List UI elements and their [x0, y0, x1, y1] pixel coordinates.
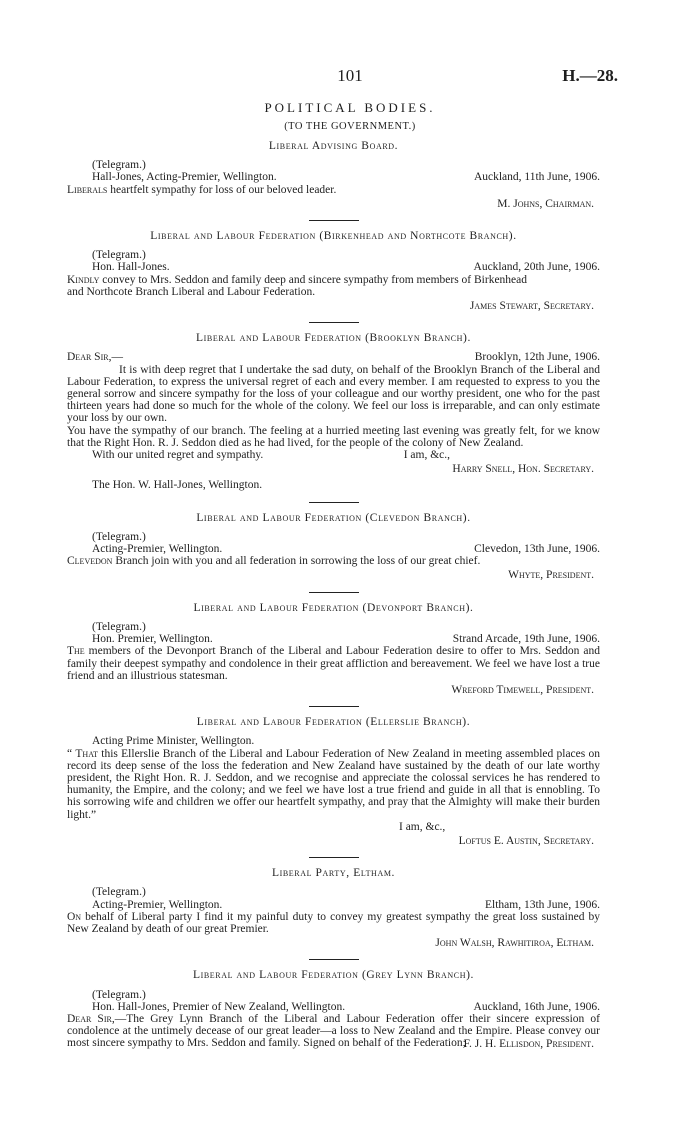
- addressee-line: [67, 899, 600, 911]
- telegram-label: (Telegram.): [92, 988, 146, 1001]
- document-reference: H.—28.: [562, 66, 618, 85]
- lead-word: Kindly: [67, 273, 100, 286]
- message-body: On behalf of Liberal party I find it my painful duty to convey my greatest sympathy the great loss sustained by New Zealand by death of our great Premier.: [67, 910, 600, 935]
- salutation: Dear Sir,—: [67, 351, 123, 364]
- section-divider: [309, 220, 359, 221]
- signature: Loftus E. Austin, Secretary.: [458, 834, 594, 847]
- section-clevedon-branch: [67, 512, 600, 582]
- section-divider: [309, 592, 359, 593]
- section-title: Liberal and Labour Federation (Birkenhead and Northcote Branch).: [150, 230, 517, 243]
- section-title: Liberal and Labour Federation (Ellerslie Branch).: [196, 716, 471, 729]
- letter-paragraph: You have the sympathy of our branch. The feeling at a hurried meeting last evening was greatly felt, for we know that the Right Hon. R. J. Seddon died as he had lived, for the people of the colony of New Zealand.: [67, 424, 600, 449]
- closing-right: I am, &c.,: [399, 820, 446, 833]
- message-body-cont: and Northcote Branch Liberal and Labour Federation.: [67, 285, 316, 298]
- place-date: Brooklyn, 12th June, 1906.: [474, 351, 600, 364]
- addressee-line: [67, 1001, 600, 1013]
- closing-left: With our united regret and sympathy.: [92, 449, 264, 462]
- section-liberal-advising-board: [67, 140, 600, 210]
- salutation-line: [67, 351, 600, 363]
- lead-word: Dear Sir,: [67, 1012, 115, 1025]
- lead-word: Liberals: [67, 183, 108, 196]
- addressee-line: [67, 633, 600, 645]
- section-divider: [309, 857, 359, 858]
- telegram-label: (Telegram.): [92, 249, 146, 262]
- addressee: Acting-Premier, Wellington.: [92, 543, 223, 556]
- section-liberal-party-eltham: [67, 867, 600, 949]
- page-title: POLITICAL BODIES.: [264, 100, 436, 115]
- place-date: Auckland, 11th June, 1906.: [473, 171, 600, 184]
- lead-word: On: [67, 910, 82, 923]
- addressee: Hon. Premier, Wellington.: [92, 633, 213, 646]
- section-grey-lynn-branch: [67, 969, 600, 1049]
- addressee-line: [67, 543, 600, 555]
- telegram-label: (Telegram.): [92, 530, 146, 543]
- section-title: Liberal Party, Eltham.: [271, 867, 396, 880]
- signature: F. J. H. Ellisdon, President.: [463, 1037, 594, 1050]
- section-title: Liberal and Labour Federation (Brooklyn Branch).: [196, 332, 471, 345]
- addressee: Acting-Premier, Wellington.: [92, 898, 223, 911]
- letter-paragraph: It is with deep regret that I undertake the sad duty, on behalf of the Brooklyn Branch of the Liberal and Labour Federation, to express the universal regret of each and every member. I am requested to express to you the general sorrow and sincere sympathy for the loss of your colleague and our worthy president, one who for the past thirteen years had done so much for the whole of the colony. We feel our loss is irreparable, and can only estimate your loss by our own.: [67, 363, 600, 425]
- page-number: 101: [337, 66, 363, 85]
- section-devonport-branch: [67, 602, 600, 696]
- closing-right: I am, &c.,: [403, 449, 450, 462]
- section-title: Liberal and Labour Federation (Devonport Branch).: [193, 601, 474, 614]
- resolution-body: “ That this Ellerslie Branch of the Liberal and Labour Federation of New Zealand in meeting assembled places on record its deep sense of the loss the federation and New Zealand have sustained by the death of our late worthy president, the Right Hon. R. J. Seddon, and we recognise and appreciate the colossal services he has rendered to humanity, the Empire, and the colony; and we feel we have lost a true friend and guide in all that is ennobling. To his sorrowing wife and children we offer our heartfelt sympathy, and pray that the Almighty will make their burden light.”: [67, 747, 601, 821]
- signature: John Walsh, Rawhitiroa, Eltham.: [435, 937, 594, 950]
- section-title: Liberal and Labour Federation (Clevedon Branch).: [196, 511, 471, 524]
- place-date: Eltham, 13th June, 1906.: [485, 898, 600, 911]
- section-birkenhead-branch: [67, 230, 600, 312]
- message-body: Kindly convey to Mrs. Seddon and family deep and sincere sympathy from members of Birkenhead: [67, 273, 528, 286]
- message-body: Dear Sir,—The Grey Lynn Branch of the Liberal and Labour Federation offer their sincere expression of condolence at the untimely decease of our great leader—a loss to New Zealand and the Empire. Please convey our most sincere sympathy to Mrs. Seddon and family. Signed on behalf of the Federation;: [67, 1012, 600, 1050]
- lead-word: The: [67, 645, 85, 658]
- place-date: Auckland, 20th June, 1906.: [473, 261, 600, 274]
- closing-line: [67, 449, 600, 461]
- signature: James Stewart, Secretary.: [469, 300, 594, 313]
- telegram-label: (Telegram.): [92, 159, 146, 172]
- section-title: Liberal and Labour Federation (Grey Lynn Branch).: [192, 969, 475, 982]
- section-divider: [309, 502, 359, 503]
- signature: M. Johns, Chairman.: [497, 197, 594, 210]
- section-ellerslie-branch: [67, 716, 600, 847]
- telegram-label: (Telegram.): [92, 886, 146, 899]
- addressee: Hon. Hall-Jones.: [92, 261, 170, 274]
- letters-content: [67, 140, 600, 1050]
- message-body: Liberals heartfelt sympathy for loss of our beloved leader.: [67, 183, 337, 196]
- message-body: Clevedon Branch join with you and all federation in sorrowing the loss of our great chief.: [67, 555, 481, 568]
- message-body: The members of the Devonport Branch of the Liberal and Labour Federation desire to offer to Mrs. Seddon and family their deepest sympathy and condolence in their great affliction and bereavement. We feel we have lost a true friend and an illustrious statesman.: [67, 645, 600, 682]
- telegram-label: (Telegram.): [92, 620, 146, 633]
- addressee: Hall-Jones, Acting-Premier, Wellington.: [92, 171, 277, 184]
- addressee: Acting Prime Minister, Wellington.: [92, 735, 255, 748]
- page-subtitle: (TO THE GOVERNMENT.): [284, 121, 416, 132]
- section-divider: [309, 959, 359, 960]
- signature: Harry Snell, Hon. Secretary.: [452, 463, 594, 476]
- lead-word: Clevedon: [67, 555, 113, 568]
- section-title: Liberal Advising Board.: [268, 140, 399, 152]
- addressee-line: [67, 171, 600, 183]
- place-date: Strand Arcade, 19th June, 1906.: [452, 633, 600, 646]
- place-date: Auckland, 16th June, 1906.: [473, 1000, 600, 1013]
- addressee: The Hon. W. Hall-Jones, Wellington.: [92, 479, 263, 492]
- section-brooklyn-branch: [67, 332, 600, 491]
- section-divider: [309, 706, 359, 707]
- section-divider: [309, 322, 359, 323]
- place-date: Clevedon, 13th June, 1906.: [474, 543, 600, 556]
- signature: Wreford Timewell, President.: [451, 683, 594, 696]
- signature: Whyte, President.: [508, 569, 594, 582]
- addressee-line: [67, 261, 600, 273]
- lead-word: That: [75, 747, 98, 760]
- addressee: Hon. Hall-Jones, Premier of New Zealand, Wellington.: [92, 1000, 346, 1013]
